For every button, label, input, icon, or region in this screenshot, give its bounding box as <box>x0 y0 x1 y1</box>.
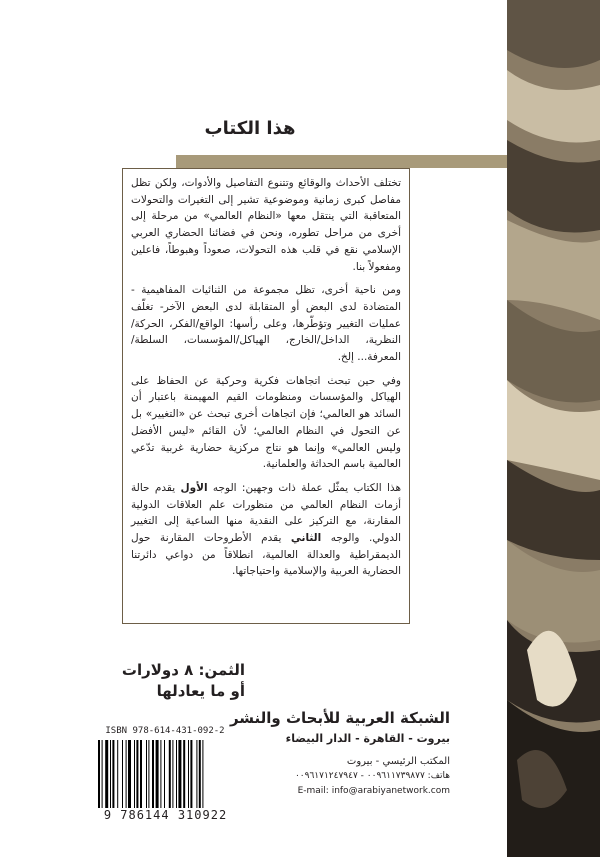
barcode <box>96 740 231 808</box>
barcode-bar <box>176 740 177 808</box>
barcode-bar <box>105 740 108 808</box>
blurb-p4-part-2: يقدم حالة أزمات النظام العالمي من منظورات علم العلاقات الدولية المقارنة، مع التركيز على النقدية منها الساعية إلى التغيير الدولي. والوجه <box>131 481 401 545</box>
blurb-p4-first-face: الأول <box>180 481 208 494</box>
barcode-bar <box>183 740 185 808</box>
price-block <box>95 660 245 702</box>
barcode-bar <box>148 740 149 808</box>
blurb-paragraph-2: ومن ناحية أخرى، تظل مجموعة من الثنائيات المفاهيمية - المتضادة لدى البعض أو المتقابلة لدى البعض الآخر- تغلّف عمليات التغيير وتؤطّرها، وعلى رأسها: الواقع/الفكر، الحركة/النظرية، الداخل/الخارج، الهياكل/المؤسسات، السلطة/المعرفة... إلخ. <box>131 284 401 364</box>
blurb-paragraph-1: تختلف الأحداث والوقائع وتتنوع التفاصيل والأدوات، ولكن تظل مفاصل كبرى زمانية وموضوعية تشير إلى التغيرات والتحولات المتعاقبة التي ينتقل معها «النظام العالمي» من مرحلة إلى أخرى من مراحل تطوره، ونحن في فضائنا الحضاري العربي الإسلامي نقع في قلب هذه التحولات، صعوداً وهبوطاً، فاعلين ومفعولاً بنا. <box>131 177 401 273</box>
barcode-bar <box>102 740 103 808</box>
barcode-digits: 9 786144 310922 <box>103 808 228 822</box>
section-heading: هذا الكتاب <box>204 118 296 139</box>
barcode-bar <box>98 740 100 808</box>
blurb-p4-part-3: يقدم الأطروحات المقارنة حول الديمقراطية والعدالة العالمية، انطلاقاً من دواعي دائرتنا الحضارية العربية والإسلامية واحتياجاتها. <box>131 532 401 578</box>
barcode-bar <box>110 740 111 808</box>
publisher-phone: هاتف: ٠٠٩٦١١٧٣٩٨٧٧ - ٠٠٩٦١٧١٢٤٧٩٤٧ <box>294 771 450 781</box>
barcode-bar <box>164 740 165 808</box>
barcode-bar <box>122 740 123 808</box>
publisher-block <box>210 707 450 798</box>
blurb-p4-second-face: الثاني <box>290 532 322 545</box>
barcode-bar <box>178 740 181 808</box>
barcode-bar <box>134 740 135 808</box>
barcode-bar <box>136 740 138 808</box>
blurb-paragraph-3: وفي حين تبحث اتجاهات فكرية وحركية عن الحفاظ على الهياكل والمؤسسات ومنظومات القيم المهيمنة باعتبار أن السائد هو العالمي؛ فإن اتجاهات أخرى تبحث عن «التغيير» بل عن التحول في النظام العالمي؛ لأن القائم «ليس الأفضل وليس العالمي» وإنما هو نتاج مركزية حضارية غربية تدّعي العالمية باسم الحداثة والعلمانية. <box>131 374 401 471</box>
barcode-bar <box>140 740 142 808</box>
barcode-bar <box>188 740 189 808</box>
barcode-bar <box>196 740 197 808</box>
barcode-bar <box>156 740 159 808</box>
publisher-email: E-mail: info@arabiyanetwork.com <box>297 786 450 796</box>
barcode-bar <box>152 740 154 808</box>
barcode-bar <box>172 740 173 808</box>
isbn-label: ISBN 978-614-431-092-2 <box>105 726 225 736</box>
barcode-bar <box>112 740 114 808</box>
publisher-office: المكتب الرئيسي - بيروت <box>346 756 450 767</box>
barcode-bar <box>169 740 171 808</box>
barcode-bar <box>202 740 203 808</box>
blurb-box <box>122 168 410 624</box>
blurb-paragraph-4 <box>131 480 401 580</box>
blurb-p4-part-1: هذا الكتاب يمثّل عملة ذات وجهين: الوجه <box>207 481 401 494</box>
barcode-bar <box>199 740 201 808</box>
barcode-bar <box>128 740 131 808</box>
price-equivalent: أو ما يعادلها <box>156 682 245 700</box>
barcode-bar <box>190 740 192 808</box>
barcode-bar <box>146 740 147 808</box>
publisher-name: الشبكة العربية للأبحاث والنشر <box>229 709 450 727</box>
heading-bar <box>176 155 507 168</box>
price-line: الثمن: ٨ دولارات <box>121 661 245 679</box>
barcode-bar <box>126 740 127 808</box>
barcode-bar <box>160 740 161 808</box>
cover-artwork <box>507 0 600 857</box>
barcode-bar <box>117 740 118 808</box>
publisher-cities: بيروت - القاهرة - الدار البيضاء <box>285 732 450 745</box>
